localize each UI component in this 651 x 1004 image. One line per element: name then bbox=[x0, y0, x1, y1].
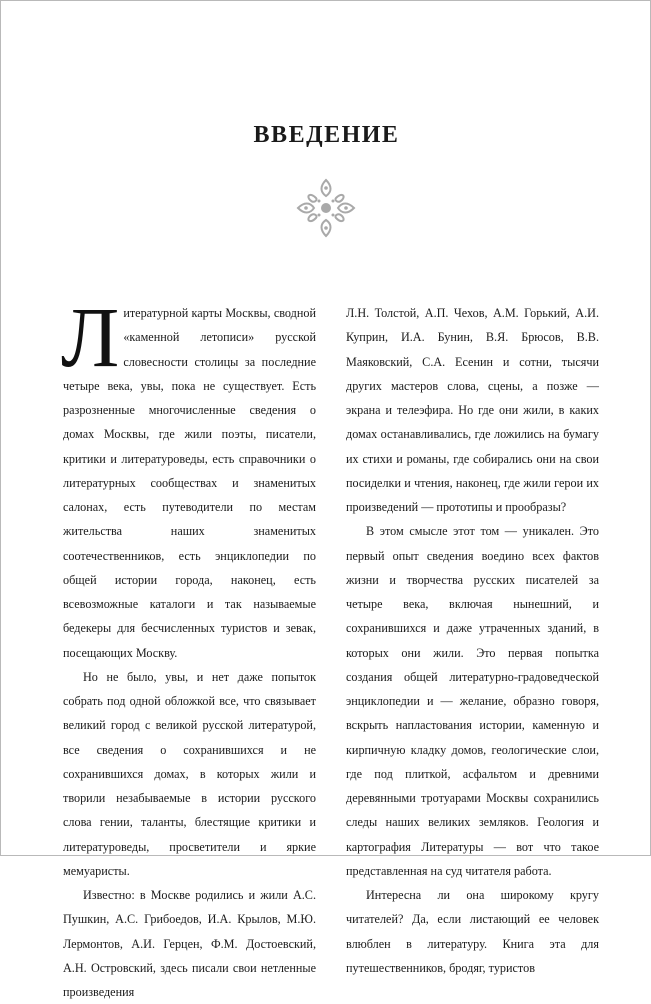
chapter-title: ВВЕДЕНИЕ bbox=[253, 122, 400, 148]
left-column bbox=[61, 289, 316, 1004]
paragraph-3-continued: Л.Н. Толстой, А.П. Чехов, А.М. Горький, А.И. Куприн, И.А. Бунин, В.Я. Брюсов, В.В. Маяковский, С.А. Есенин и сотни, тысячи других мастеров слова, сцены, а позже — экрана и телеэфира. Но где они жили, в каких домах останавливались, где ложились на бумагу их стихи и романы, где собирались они на свои посиделки и чтения, наконец, где жили герои их произведений — прототипы и прообразы? bbox=[346, 306, 599, 514]
paragraph-1-text: итературной карты Москвы, сводной «каменной летописи» русской словесности столицы за последние четыре века, увы, пока не существует. Есть разрозненные многочисленные сведения о домах Москвы, где жили поэты, писатели, критики и литературоведы, есть справочники о литературных сообществах и знаменитых салонах, есть путеводители по местам жительства наших знаменитых соотечественников, есть энциклопедии по общей истории города, наконец, есть всевозможные каталоги и так называемые бедекеры для бесчисленных туристов и зевак, посещающих Москву. bbox=[63, 306, 316, 660]
paragraph-1 bbox=[61, 289, 316, 665]
paragraph-2: Но не было, увы, и нет даже попыток собрать под одной обложкой все, что связывает великий город с великой русской литературой, все сведения о сохранившихся и не сохранившихся домах, в которых жили и творили незабываемые в истории русского слова гении, таланты, блестящие критики и литературоведы, просветители и яркие мемуаристы. bbox=[63, 669, 316, 878]
paragraph-5: Интересна ли она широкому кругу читателей? Да, если листающий ее человек влюблен в литературу. Книга эта для путешественников, бродяг, туристов bbox=[346, 888, 599, 975]
paragraph-3: Известно: в Москве родились и жили А.С. Пушкин, А.С. Грибоедов, И.А. Крылов, М.Ю. Лермонтов, А.И. Герцен, Ф.М. Достоевский, А.Н. Островский, здесь писали свои нетленные произведения bbox=[63, 888, 316, 999]
drop-cap: Л bbox=[61, 289, 120, 385]
fleuron-ornament-icon bbox=[294, 176, 358, 240]
right-column bbox=[346, 301, 599, 980]
paragraph-4: В этом смысле этот том — уникален. Это первый опыт сведения воедино всех фактов жизни и творчества русских писателей за четыре века, включая нынешний, и сохранившихся и даже утраченных зданий, в которых они жили. Это первая попытка создания общей литературно-градоведческой энциклопедии и — желание, образно говоря, вскрыть напластования истории, каменную и кирпичную кладку домов, геологические слои, где под плиткой, асфальтом и древними деревянными тротуарами Москвы сохранились следы наших великих земляков. Геология и картография Литературы — вот что такое представленная на суд читателя работа. bbox=[346, 524, 599, 878]
